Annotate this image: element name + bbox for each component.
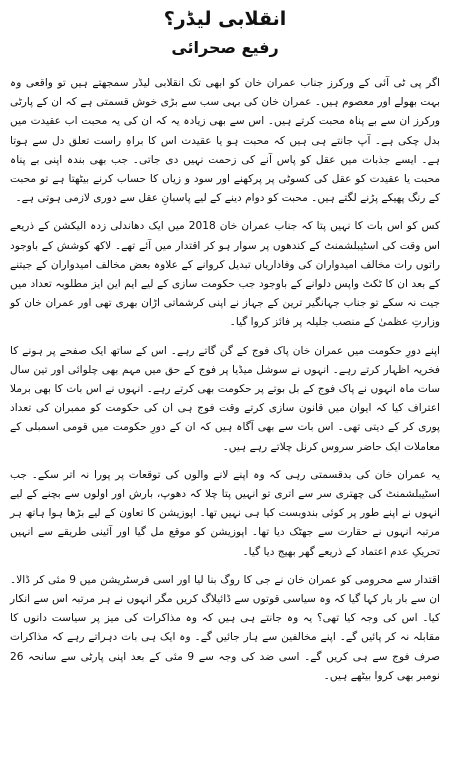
article-paragraph-1: اگر پی ٹی آئی کے ورکرز جناب عمران خان کو ابھی تک انقلابی لیڈر سمجھتے ہیں تو واقعی وہ بہت بھولے اور معصوم ہیں۔ عمران خان کی بہی سب سے بڑی خوش قسمتی ہے کہ ان کے پارٹی ورکرز ان سے بے پناہ محبت کرتے ہیں۔ اس سے بھی زیادہ یہ کہ ان کی یہ محبت اب عقیدت میں بدل چکی ہے۔ آپ جانتے ہی ہیں کہ محبت ہو یا عقیدت اس کا براہِ راست تعلق دل سے ہوتا ہے۔ ایسے جذبات میں عقل کو پاس آنے کی زحمت نہیں دی جاتی۔ جب بھی بندہ اپنی بے پناہ محبت یا عقیدت کو عقل کی کسوٹی پر پرکھنے اور سود و زیاں کا حساب کرنے بیٹھتا ہے تو محبت کے رنگ پھیکے پڑنے لگتے ہیں۔ محبت کو دوام دینے کے لیے پاسبانِ عقل سے دوری لازمی ہوتی ہے۔ — [10, 77, 440, 205]
article-paragraph-2: کس کو اس بات کا نہیں پتا کہ جناب عمران خان 2018 میں ایک دھاندلی زدہ الیکشن کے ذریعے اس وقت کی اسٹیبلشمنٹ کے کندھوں پر سوار ہو کر اقتدار میں آئے تھے۔ لاکھ کوشش کے باوجود راتوں رات مخالف امیدواران کی وفاداریاں تبدیل کروانے کے علاوہ بعض مخالف امیدواران کے جیتنے کے بعد ان کا ٹکٹ واپس دلوانے کے باوجود جب حکومت سازی کے لیے ایم این ایز مطلوبہ تعداد میں جیت نہ سکے تو جناب جہانگیر ترین کے جہاز نے اپنی کرشماتی اڑان بھری تھی اور عمران خان کو وزارتِ عظمیٰ کے منصب جلیلہ پر فائز کروا گیا۔ — [10, 220, 440, 329]
article-author: رفیع صحرائی — [171, 38, 279, 57]
article-body — [10, 74, 440, 686]
article-paragraph-5: اقتدار سے محرومی کو عمران خان نے جی کا روگ بنا لیا اور اسی فرسٹریشن میں 9 مئی کر ڈالا۔ ان سے بار بار کہا گیا کہ وہ سیاسی قوتوں سے ڈائیلاگ کریں مگر انہوں نے ہر مرتبہ اس سے انکار کیا۔ اس کی وجہ کیا تھی؟ یہ وہ جانتے ہی ہیں کہ وہ مذاکرات کی میز پر سیاست دانوں کا مقابلہ نہ کر پائیں گے۔ اپنے مخالفین سے ہار جائیں گے۔ وہ ایک ہی بات دہراتے رہے کہ مذاکرات صرف فوج سے ہی کریں گے۔ اسی ضد کی وجہ سے 9 مئی کے بعد اپنی پارٹی سے سانحہ 26 نومبر بھی کروا بیٹھے ہیں۔ — [10, 573, 440, 682]
article-paragraph-4: یہ عمران خان کی بدقسمتی رہی کہ وہ اپنے لانے والوں کی توقعات پر پورا نہ اتر سکے۔ جب اسٹیبلشمنٹ کی چھتری سر سے اتری تو انہیں پتا چلا کہ دھوپ، بارش اور اولوں سے بچنے کے لیے انہوں نے اپنے طور پر کوئی بندوبست کیا ہی نہیں تھا۔ اپوزیشن کا تعاون کے لیے بڑھا ہوا ہاتھ ہر مرتبہ انہوں نے حقارت سے جھٹک دیا تھا۔ اپوزیشن کو موقع مل گیا اور آئینی طریقے سے انہیں تحریکِ عدم اعتماد کے ذریعے گھر بھیج دیا گیا۔ — [10, 468, 440, 558]
article-title: انقلابی لیڈر؟ — [163, 8, 287, 30]
article-paragraph-3: اپنے دورِ حکومت میں عمران خان پاک فوج کے گن گاتے رہے۔ اس کے ساتھ ایک صفحے پر ہونے کا فخریہ اظہار کرتے رہے۔ انہوں نے سوشل میڈیا پر فوج کے حق میں مہم بھی چلوائی اور تین سال سات ماہ انہوں نے پاک فوج کے بل بوتے پر حکومت بھی کرتے رہے۔ انہوں نے اس بات کا بھی برملا اعتراف کیا کہ ایوان میں قانون سازی کرتے وقت فوج ہی ان کی حکومت کو ممبران کی تعداد پوری کر کے دیتی تھی۔ اس بات سے بھی آگاہ ہیں کہ ان کے دورِ حکومت میں قومی اسمبلی کے معاملات ایک حاضر سروس کرنل چلاتے رہے ہیں۔ — [10, 344, 440, 453]
